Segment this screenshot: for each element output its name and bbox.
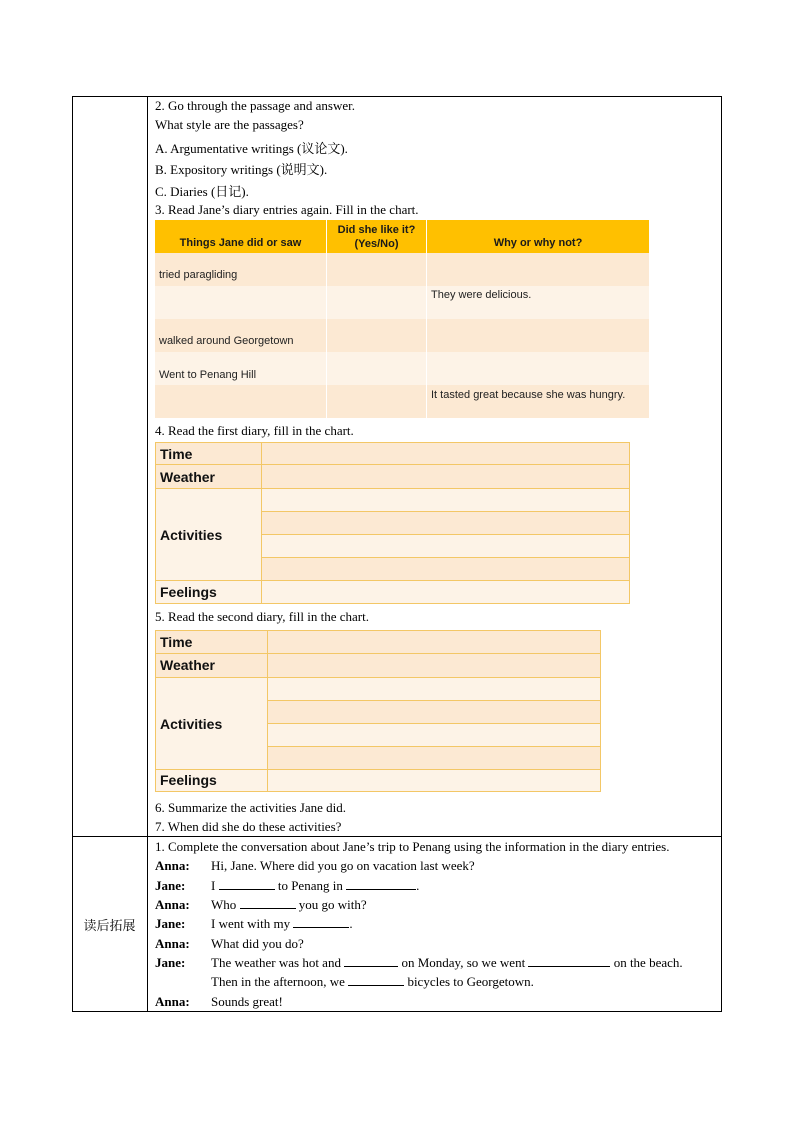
answer-blank[interactable] [348,974,404,986]
conversation-instruction: 1. Complete the conversation about Jane’s trip to Penang using the information in the diary entries. [155,839,670,854]
table-row [155,286,649,319]
dialogue-line: Jane: I went with my . [155,916,353,931]
option-c: C. Diaries (日记). [155,184,249,199]
cell-text: Went to Penang Hill [159,369,257,381]
table-row [155,253,649,286]
table-row [155,319,649,352]
weather-label: Weather [160,657,215,673]
question-2-sub: What style are the passages? [155,117,304,132]
chart-header-things: Things Jane did or saw [155,220,326,253]
time-label: Time [160,634,193,650]
dialogue-line: Jane: I to Penang in . [155,878,420,893]
time-label: Time [160,446,193,462]
cell-text: tried paragliding [159,269,238,281]
activities-label: Activities [160,527,223,543]
cell-text: walked around Georgetown [159,335,294,347]
answer-blank[interactable] [528,955,610,967]
question-7: 7. When did she do these activities? [155,819,342,834]
option-a: A. Argumentative writings (议论文). [155,141,348,156]
dialogue-line: Anna: What did you do? [155,936,304,951]
activities-label: Activities [160,716,223,732]
answer-blank[interactable] [344,955,398,967]
cell-text: They were delicious. [431,289,532,301]
option-b: B. Expository writings (说明文). [155,162,328,177]
chart-header-like: Did she like it? (Yes/No) [327,220,426,253]
row-divider [72,836,722,837]
post-reading-label: 读后拓展 [83,919,136,934]
dialogue-line: Anna: Sounds great! [155,994,283,1009]
diary-chart [155,220,649,418]
second-diary-chart [155,630,601,792]
question-3: 3. Read Jane’s diary entries again. Fill in the chart. [155,202,419,217]
feelings-label: Feelings [160,584,217,600]
table-row [155,352,649,385]
weather-label: Weather [160,469,215,485]
answer-blank[interactable] [346,878,416,890]
dialogue-line: Then in the afternoon, we bicycles to Georgetown. [211,974,534,989]
answer-blank[interactable] [293,916,349,928]
question-4: 4. Read the first diary, fill in the chart. [155,423,354,438]
table-row [155,385,649,418]
cell-text: It tasted great because she was hungry. [431,389,626,401]
dialogue-line: Anna: Hi, Jane. Where did you go on vacation last week? [155,858,475,873]
question-5: 5. Read the second diary, fill in the chart. [155,609,369,624]
question-6: 6. Summarize the activities Jane did. [155,800,346,815]
answer-blank[interactable] [240,897,296,909]
dialogue-line: Jane: The weather was hot and on Monday, so we went on the beach. [155,955,683,970]
column-divider [147,96,148,1012]
answer-blank[interactable] [219,878,275,890]
question-2: 2. Go through the passage and answer. [155,98,356,113]
first-diary-chart [155,442,630,604]
dialogue-line: Anna: Who you go with? [155,897,367,912]
chart-header-why: Why or why not? [427,220,649,253]
feelings-label: Feelings [160,772,217,788]
